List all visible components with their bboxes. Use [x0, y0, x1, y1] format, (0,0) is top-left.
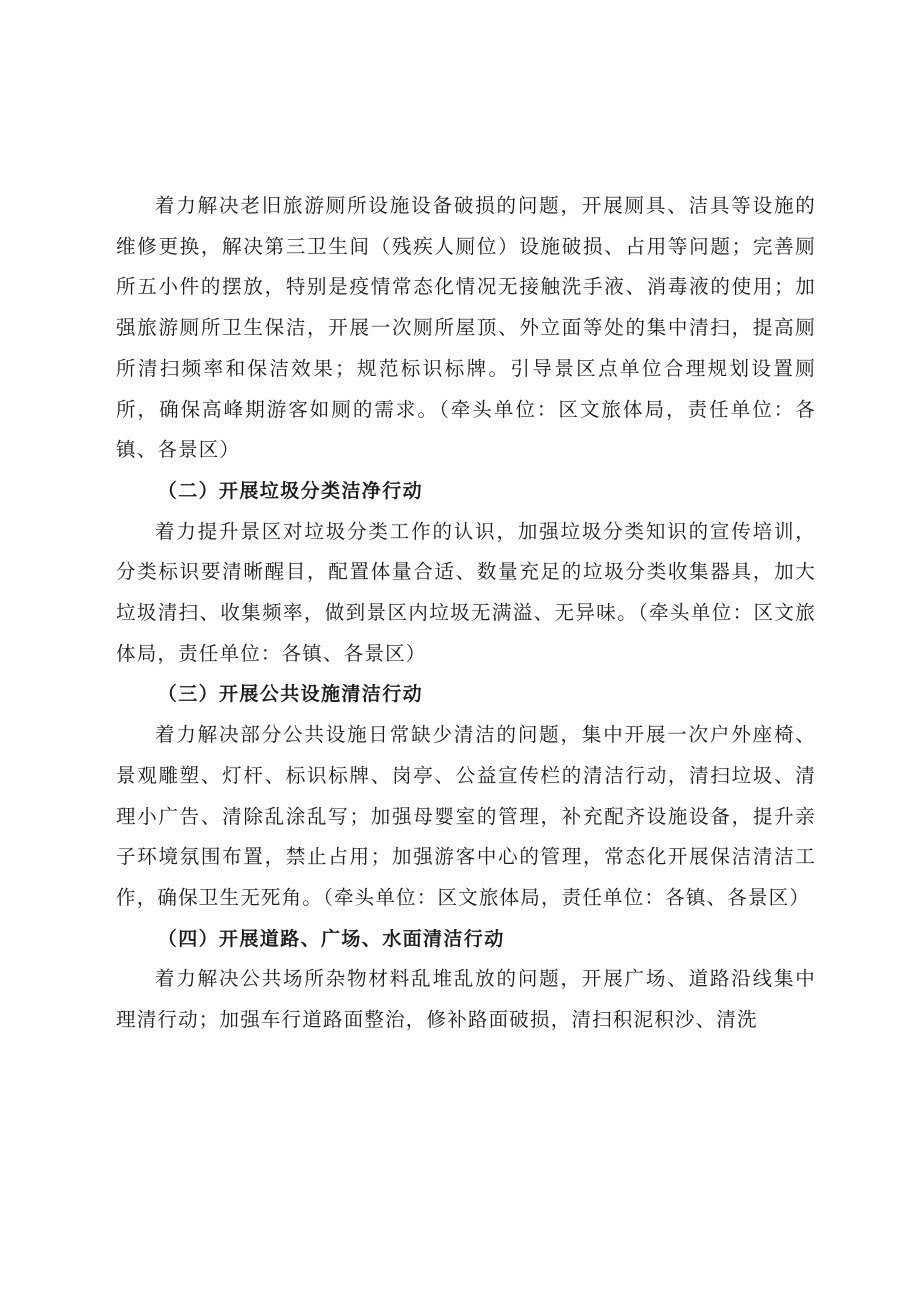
paragraph-roads-squares-water: 着力解决公共场所杂物材料乱堆乱放的问题，开展广场、道路沿线集中理清行动；加强车行道路面整治，修补路面破损，清扫积泥积沙、清洗: [116, 967, 816, 1032]
section-heading-garbage-sorting: （二）开展垃圾分类洁净行动: [157, 479, 423, 502]
document-body: [116, 186, 816, 1041]
paragraph-toilet-facilities: 着力解决老旧旅游厕所设施设备破损的问题，开展厕具、洁具等设施的维修更换，解决第三卫生间（残疾人厕位）设施破损、占用等问题；完善厕所五小件的摆放，特别是疫情常态化情况无接触洗手液、消毒液的使用；加强旅游厕所卫生保洁，开展一次厕所屋顶、外立面等处的集中清扫，提高厕所清扫频率和保洁效果；规范标识标牌。引导景区点单位合理规划设置厕所，确保高峰期游客如厕的需求。（牵头单位：区文旅体局，责任单位：各镇、各景区）: [116, 194, 816, 462]
section-heading-roads-squares-water: （四）开展道路、广场、水面清洁行动: [157, 927, 505, 950]
paragraph-garbage-sorting: 着力提升景区对垃圾分类工作的认识，加强垃圾分类知识的宣传培训，分类标识要清晰醒目，配置体量合适、数量充足的垃圾分类收集器具，加大垃圾清扫、收集频率，做到景区内垃圾无满溢、无异味。（牵头单位：区文旅体局，责任单位：各镇、各景区）: [116, 519, 816, 665]
paragraph-public-facilities: 着力解决部分公共设施日常缺少清洁的问题，集中开展一次户外座椅、景观雕塑、灯杆、标识标牌、岗亭、公益宣传栏的清洁行动，清扫垃圾、清理小广告、清除乱涂乱写；加强母婴室的管理，补充配齐设施设备，提升亲子环境氛围布置，禁止占用；加强游客中心的管理，常态化开展保洁清洁工作，确保卫生无死角。（牵头单位：区文旅体局，责任单位：各镇、各景区）: [116, 723, 816, 909]
section-heading-public-facilities: （三）开展公共设施清洁行动: [157, 683, 423, 706]
